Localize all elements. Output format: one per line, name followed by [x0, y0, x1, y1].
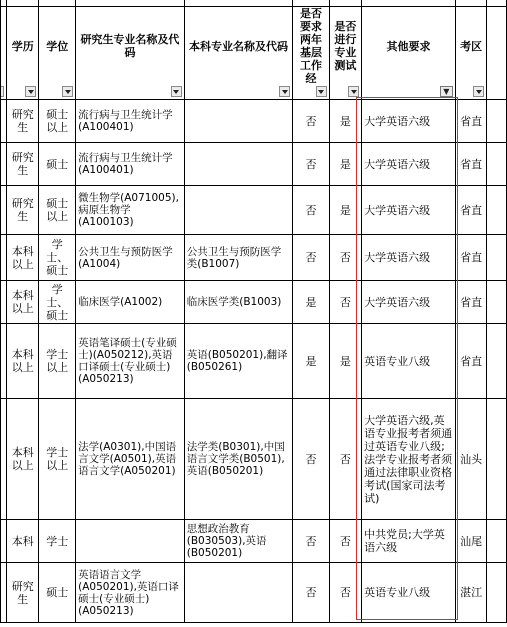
cell-grad-major[interactable]: 流行病与卫生统计学(A100401) — [76, 143, 185, 186]
cell-edge[interactable] — [487, 399, 507, 520]
cell-region[interactable]: 省直 — [455, 235, 487, 281]
cell-ug-major[interactable] — [184, 100, 293, 143]
header-label: 本科专业名称及代码 — [189, 39, 289, 53]
filter-dropdown-ug-major[interactable] — [279, 86, 290, 97]
cell-ug-major[interactable]: 公共卫生与预防医学类(B1007) — [184, 235, 293, 281]
cell-edu[interactable]: 本科以上 — [6, 399, 38, 520]
cell-grad-major[interactable]: 流行病与卫生统计学(A100401) — [76, 100, 185, 143]
header-label: 学位 — [46, 39, 69, 53]
cell-region[interactable]: 汕头 — [455, 399, 487, 520]
dropdown-arrow-icon — [282, 90, 288, 94]
cell-grad-major[interactable]: 公共卫生与预防医学(A1004) — [76, 235, 185, 281]
cell-test[interactable]: 是 — [329, 100, 361, 143]
cell-region[interactable]: 省直 — [455, 100, 487, 143]
cell-edge[interactable] — [487, 100, 507, 143]
funnel-icon: ▼ — [443, 86, 450, 96]
cell-test[interactable]: 否 — [329, 235, 361, 281]
table-row — [1, 399, 507, 520]
cell-degree[interactable]: 硕士以上 — [39, 186, 76, 235]
cell-grassroots[interactable]: 否 — [293, 563, 329, 623]
cell-test[interactable]: 否 — [329, 399, 361, 520]
header-cell-grassroots — [293, 7, 329, 100]
dropdown-arrow-icon — [1, 90, 2, 94]
filter-dropdown-prev[interactable] — [1, 86, 4, 97]
cell-test[interactable]: 否 — [329, 563, 361, 623]
cell-edge[interactable] — [487, 324, 507, 399]
cell-grassroots[interactable]: 否 — [293, 100, 329, 143]
cell-other[interactable]: 英语专业八级 — [362, 563, 456, 623]
cell-edu[interactable]: 研究生 — [6, 100, 38, 143]
header-cell-region — [455, 7, 487, 100]
cell-edu[interactable]: 研究生 — [6, 186, 38, 235]
cell-edge[interactable] — [487, 563, 507, 623]
cell-grassroots[interactable]: 否 — [293, 186, 329, 235]
cell-other[interactable]: 大学英语六级 — [362, 186, 456, 235]
table-row — [1, 281, 507, 324]
cell-region[interactable]: 汕尾 — [455, 520, 487, 563]
filter-dropdown-edu[interactable] — [25, 86, 36, 97]
cell-region[interactable]: 省直 — [455, 324, 487, 399]
dropdown-arrow-icon — [28, 90, 34, 94]
cell-region[interactable]: 省直 — [455, 281, 487, 324]
filter-active-other[interactable] — [440, 86, 453, 97]
cell-other[interactable]: 大学英语六级 — [362, 235, 456, 281]
cell-edge[interactable] — [487, 143, 507, 186]
cell-region[interactable]: 省直 — [455, 143, 487, 186]
filter-dropdown-grad-major[interactable] — [171, 86, 182, 97]
header-row — [1, 7, 507, 100]
cell-grassroots[interactable]: 否 — [293, 235, 329, 281]
cell-degree[interactable]: 硕士以上 — [39, 100, 76, 143]
header-label: 研究生专业名称及代码 — [80, 33, 180, 59]
cell-edu[interactable]: 本科以上 — [6, 324, 38, 399]
cell-other[interactable]: 大学英语六级 — [362, 100, 456, 143]
cell-edge[interactable] — [487, 186, 507, 235]
cell-ug-major[interactable]: 法学类(B0301),中国语言文学类(B0501),英语(B050201) — [184, 399, 293, 520]
cell-degree[interactable]: 学士、硕士 — [39, 281, 76, 324]
header-cell-grad-major — [76, 7, 185, 100]
dropdown-arrow-icon — [318, 90, 324, 94]
cell-test[interactable]: 是 — [329, 143, 361, 186]
header-cell-test — [329, 7, 361, 100]
header-label: 其他要求 — [386, 39, 431, 53]
cell-edge[interactable] — [487, 235, 507, 281]
filter-dropdown-degree[interactable] — [62, 86, 73, 97]
cell-edu[interactable]: 研究生 — [6, 563, 38, 623]
filter-dropdown-region[interactable] — [473, 86, 484, 97]
filter-dropdown-grassroots[interactable] — [316, 86, 327, 97]
cell-ug-major[interactable]: 临床医学类(B1003) — [184, 281, 293, 324]
header-cell-edu — [6, 7, 38, 100]
header-label: 是否进行专业测试 — [334, 20, 357, 72]
filter-dropdown-test[interactable] — [348, 86, 359, 97]
table-row — [1, 324, 507, 399]
dropdown-arrow-icon — [351, 90, 357, 94]
dropdown-arrow-icon — [476, 90, 482, 94]
cell-grad-major[interactable]: 英语笔译硕士(专业硕士)(A050212),英语口译硕士(专业硕士)(A050213) — [76, 324, 185, 399]
cell-edu[interactable]: 本科以上 — [6, 281, 38, 324]
cell-test[interactable]: 是 — [329, 324, 361, 399]
header-label: 是否要求两年基层工作经 — [300, 7, 322, 85]
cell-ug-major[interactable] — [184, 186, 293, 235]
dropdown-arrow-icon — [173, 90, 179, 94]
cell-grad-major[interactable]: 临床医学(A1002) — [76, 281, 185, 324]
header-label: 考区 — [460, 39, 483, 53]
cell-edu[interactable]: 本科以上 — [6, 235, 38, 281]
header-cell-ug-major — [184, 7, 293, 100]
dropdown-arrow-icon — [65, 90, 71, 94]
cell-degree[interactable]: 学士 — [39, 520, 76, 563]
cell-other[interactable]: 大学英语六级,英语专业报考者须通过英语专业八级;法学专业报考者须通过法律职业资格考试(国家司法考试) — [362, 399, 456, 520]
cell-degree[interactable]: 硕士 — [39, 563, 76, 623]
cell-region[interactable]: 省直 — [455, 186, 487, 235]
cell-other[interactable]: 大学英语六级 — [362, 281, 456, 324]
cell-ug-major[interactable] — [184, 563, 293, 623]
cell-ug-major[interactable] — [184, 143, 293, 186]
cell-edu[interactable]: 本科 — [6, 520, 38, 563]
cell-grad-major[interactable]: 微生物学(A071005),病原生物学(A100103) — [76, 186, 185, 235]
cell-grassroots[interactable]: 否 — [293, 143, 329, 186]
cell-ug-major[interactable]: 英语(B050201),翻译(B050261) — [184, 324, 293, 399]
cell-grad-major[interactable] — [76, 520, 185, 563]
cell-test[interactable]: 是 — [329, 186, 361, 235]
header-cell-degree — [39, 7, 76, 100]
cell-edge[interactable] — [487, 520, 507, 563]
table-row — [1, 235, 507, 281]
cell-grassroots[interactable]: 否 — [293, 399, 329, 520]
cell-edge[interactable] — [487, 281, 507, 324]
cell-region[interactable]: 湛江 — [455, 563, 487, 623]
cell-other[interactable]: 英语专业八级 — [362, 324, 456, 399]
cell-grassroots[interactable]: 是 — [293, 324, 329, 399]
cell-grassroots[interactable]: 是 — [293, 281, 329, 324]
table-row — [1, 100, 507, 143]
table-row — [1, 520, 507, 563]
cell-test[interactable]: 否 — [329, 520, 361, 563]
cell-edu[interactable]: 研究生 — [6, 143, 38, 186]
table-row — [1, 563, 507, 623]
table-row — [1, 186, 507, 235]
cell-ug-major[interactable]: 思想政治教育(B030503),英语(B050201) — [184, 520, 293, 563]
header-cell-next — [487, 7, 507, 100]
cell-grassroots[interactable]: 否 — [293, 520, 329, 563]
cell-other[interactable]: 中共党员;大学英语六级 — [362, 520, 456, 563]
cell-degree[interactable]: 硕士 — [39, 143, 76, 186]
cell-grad-major[interactable]: 英语语言文学(A050201),英语口译硕士(专业硕士)(A050213) — [76, 563, 185, 623]
cell-test[interactable]: 否 — [329, 281, 361, 324]
cell-other[interactable]: 大学英语六级 — [362, 143, 456, 186]
cell-degree[interactable]: 学士以上 — [39, 324, 76, 399]
cell-degree[interactable]: 学士以上 — [39, 399, 76, 520]
table-row — [1, 143, 507, 186]
header-cell-other — [362, 7, 456, 100]
header-label: 学历 — [11, 39, 34, 53]
cell-degree[interactable]: 学士、硕士 — [39, 235, 76, 281]
cell-grad-major[interactable]: 法学(A0301),中国语言文学(A0501),英语语言文学(A050201) — [76, 399, 185, 520]
